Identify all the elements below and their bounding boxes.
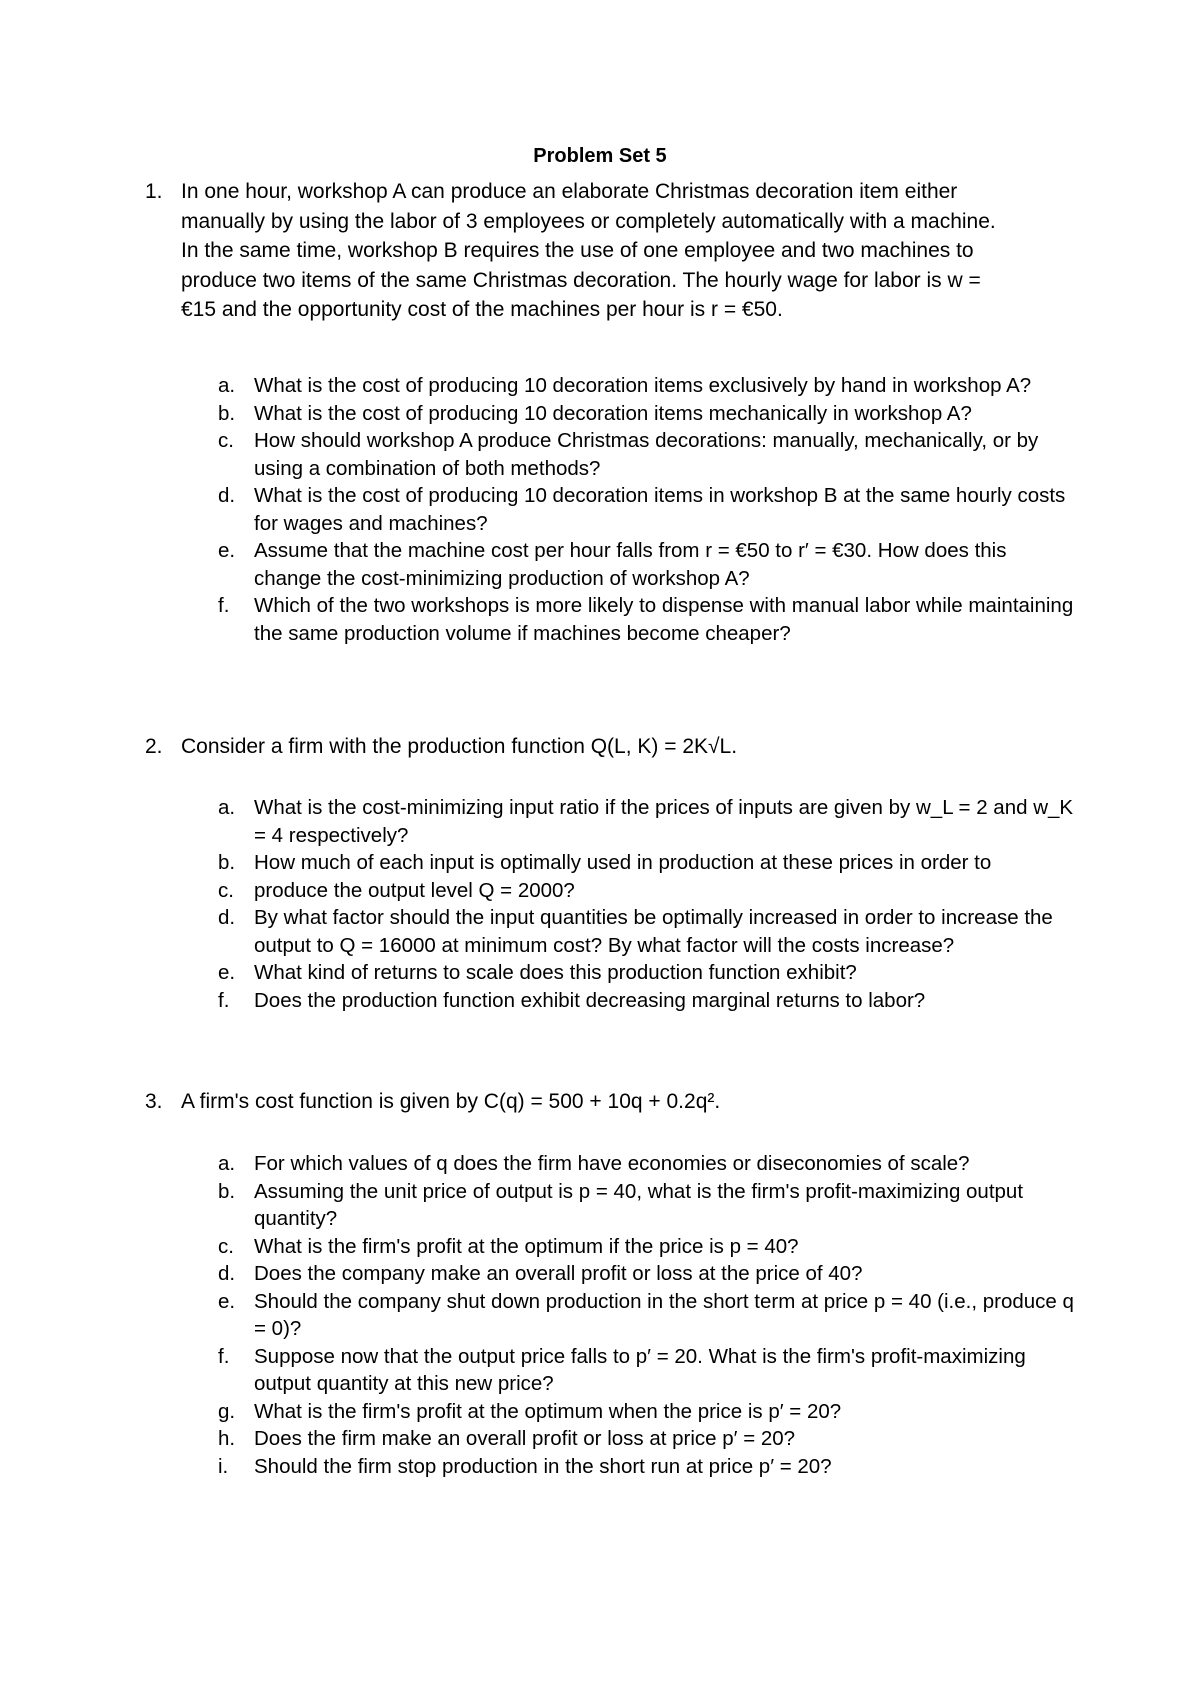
question-item (218, 877, 1078, 905)
question-letter: a. (218, 374, 236, 397)
question-letter: f. (218, 594, 230, 617)
question-item (218, 1453, 1078, 1481)
question-text: What is the firm's profit at the optimum if the price is p = 40? (254, 1234, 799, 1258)
problem-3 (145, 1087, 1065, 1117)
question-text: For which values of q does the firm have economies or diseconomies of scale? (254, 1152, 970, 1175)
question-text: What is the cost of producing 10 decoration items exclusively by hand in workshop A? (254, 374, 1032, 397)
question-letter: b. (218, 1179, 236, 1203)
question-item (218, 592, 1078, 647)
question-item (218, 1425, 1078, 1453)
question-letter: e. (218, 539, 236, 562)
question-text: What is the cost of producing 10 decoration items mechanically in workshop A? (254, 401, 972, 425)
question-letter: c. (218, 878, 234, 902)
question-letter: e. (218, 1289, 236, 1313)
problem-number: 1. (145, 180, 163, 203)
question-item (218, 537, 1078, 592)
question-item (218, 987, 1078, 1015)
question-text: Does the production function exhibit decreasing marginal returns to labor? (254, 988, 926, 1012)
question-letter: f. (218, 1344, 230, 1368)
question-letter: d. (218, 906, 236, 929)
intro-line: A firm's cost function is given by C(q) = 500 + 10q + 0.2q². (181, 1090, 721, 1113)
question-text: What is the firm's profit at the optimum when the price is p′ = 20? (254, 1399, 842, 1423)
question-item (218, 482, 1078, 537)
question-text: What is the cost of producing 10 decoration items in workshop B at the same hourly costs for wages and machines? (254, 484, 1066, 535)
problem-intro (181, 177, 1065, 325)
question-text: How should workshop A produce Christmas decorations: manually, mechanically, or by using a combination of both methods? (254, 429, 1039, 480)
question-text: What is the cost-minimizing input ratio if the prices of inputs are given by w_L = 2 and w_K = 4 respectively? (254, 796, 1074, 847)
question-letter: i. (218, 1454, 229, 1478)
question-letter: c. (218, 429, 234, 452)
problem-number: 3. (145, 1090, 163, 1113)
question-item (218, 1150, 1078, 1178)
question-letter: h. (218, 1427, 236, 1450)
problem-2 (145, 732, 1065, 762)
question-item (218, 1178, 1078, 1233)
question-text: How much of each input is optimally used in production at these prices in order to (254, 851, 992, 874)
question-item (218, 427, 1078, 482)
question-item (218, 904, 1078, 959)
question-text: Does the firm make an overall profit or loss at price p′ = 20? (254, 1427, 796, 1450)
question-letter: a. (218, 796, 236, 819)
question-text: What kind of returns to scale does this production function exhibit? (254, 961, 857, 984)
question-text: Does the company make an overall profit or loss at the price of 40? (254, 1262, 863, 1285)
question-item (218, 1343, 1078, 1398)
question-letter: e. (218, 961, 236, 984)
problem-3-questions (218, 1150, 1078, 1480)
question-letter: g. (218, 1399, 236, 1423)
question-text: Should the company shut down production in the short term at price p = 40 (i.e., produce q = 0)? (254, 1289, 1074, 1340)
problem-1-questions (218, 372, 1078, 647)
question-letter: b. (218, 401, 236, 425)
page-title: Problem Set 5 (533, 145, 667, 167)
question-letter: d. (218, 1262, 236, 1285)
question-text: Assuming the unit price of output is p = 40, what is the firm's profit-maximizing output quantity? (254, 1179, 1024, 1230)
question-letter: c. (218, 1234, 234, 1258)
question-item (218, 794, 1078, 849)
question-letter: f. (218, 988, 230, 1012)
question-item (218, 400, 1078, 428)
problem-1 (145, 177, 1065, 325)
question-text: Should the firm stop production in the short run at price p′ = 20? (254, 1454, 832, 1478)
problem-intro (181, 732, 1065, 762)
question-letter: a. (218, 1152, 236, 1175)
intro-line: produce two items of the same Christmas decoration. The hourly wage for labor is w = (181, 268, 981, 292)
question-text: Suppose now that the output price falls to p′ = 20. What is the firm's profit-maximizing output quantity at this new price? (254, 1344, 1026, 1395)
problem-intro (181, 1087, 1065, 1117)
intro-line: €15 and the opportunity cost of the machines per hour is r = €50. (181, 298, 783, 321)
problem-2-questions (218, 794, 1078, 1014)
problem-number: 2. (145, 735, 163, 758)
question-text: Which of the two workshops is more likely to dispense with manual labor while maintaining the same production volume if machines become cheaper? (254, 594, 1074, 645)
intro-line: Consider a firm with the production function Q(L, K) = 2K√L. (181, 735, 738, 758)
intro-line: manually by using the labor of 3 employees or completely automatically with a machine. (181, 209, 996, 233)
question-item (218, 1233, 1078, 1261)
intro-line: In the same time, workshop B requires the use of one employee and two machines to (181, 239, 974, 262)
question-item (218, 849, 1078, 877)
question-text: Assume that the machine cost per hour falls from r = €50 to r′ = €30. How does this change the cost-minimizing production of workshop A? (254, 539, 1007, 590)
question-text: produce the output level Q = 2000? (254, 878, 575, 902)
question-item (218, 1288, 1078, 1343)
question-text: By what factor should the input quantities be optimally increased in order to increase the output to Q = 16000 at minimum cost? By what factor will the costs increase? (254, 906, 1053, 957)
intro-line: In one hour, workshop A can produce an elaborate Christmas decoration item either (181, 180, 958, 203)
question-letter: b. (218, 851, 236, 874)
question-item (218, 1260, 1078, 1288)
question-item (218, 372, 1078, 400)
question-letter: d. (218, 484, 236, 507)
question-item (218, 959, 1078, 987)
question-item (218, 1398, 1078, 1426)
